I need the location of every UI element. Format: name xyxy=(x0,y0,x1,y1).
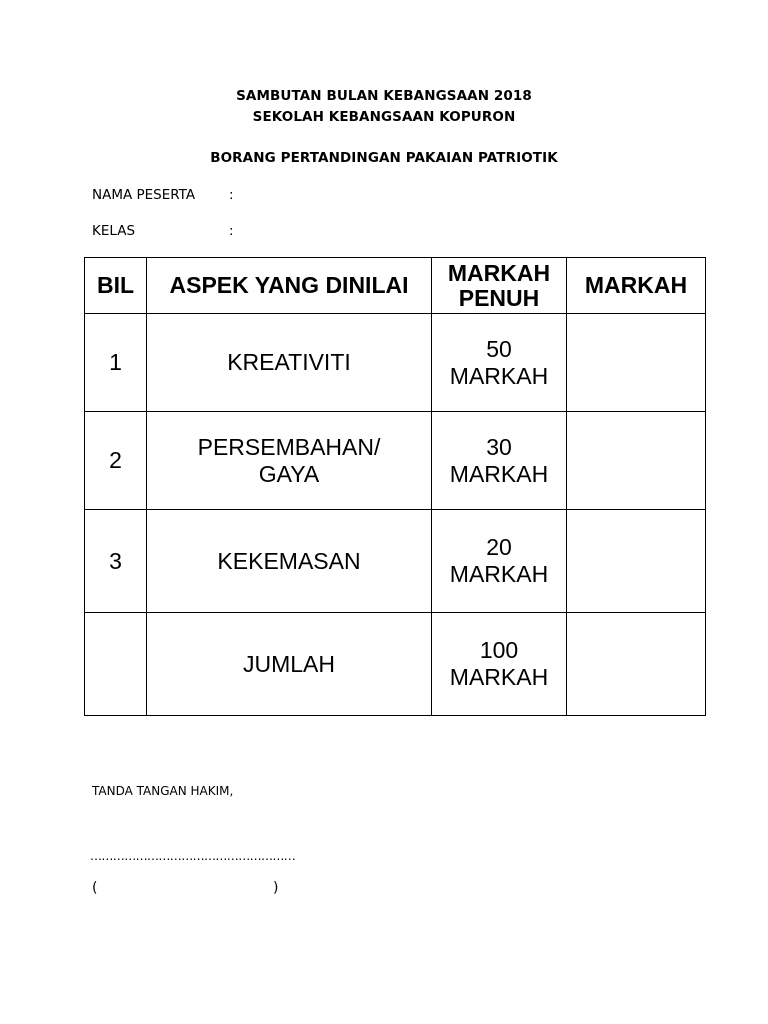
row-aspect xyxy=(147,314,432,412)
total-label: JUMLAH xyxy=(147,613,432,716)
row-full-unit: MARKAH xyxy=(449,362,549,389)
row-marks-cell[interactable] xyxy=(567,412,706,510)
table-row xyxy=(85,314,706,412)
judge-signature-label: TANDA TANGAN HAKIM, xyxy=(92,784,234,798)
row-marks-cell[interactable] xyxy=(567,314,706,412)
row-full-unit: MARKAH xyxy=(449,460,549,487)
row-aspect xyxy=(147,510,432,613)
name-paren-close: ) xyxy=(273,880,279,896)
row-bil: 3 xyxy=(85,510,147,613)
row-full-unit: MARKAH xyxy=(449,561,549,587)
table-row xyxy=(85,510,706,613)
row-full-marks xyxy=(432,314,567,412)
row-aspect-line1: KREATIVITI xyxy=(227,349,351,375)
row-full-value: 20 xyxy=(486,534,512,560)
row-full-marks xyxy=(432,510,567,613)
score-table xyxy=(84,257,706,716)
class-label: KELAS xyxy=(92,223,136,239)
header-full-marks-line1: MARKAH xyxy=(447,259,551,286)
school-name: SEKOLAH KEBANGSAAN KOPURON xyxy=(252,109,516,125)
class-colon: : xyxy=(229,223,234,239)
total-bil xyxy=(85,613,147,716)
header-marks: MARKAH xyxy=(567,258,706,314)
event-title: SAMBUTAN BULAN KEBANGSAAN 2018 xyxy=(236,88,532,104)
header-full-marks xyxy=(432,258,567,314)
header-aspect: ASPEK YANG DINILAI xyxy=(147,258,432,314)
total-full-value: 100 xyxy=(479,637,519,663)
row-aspect-line2: GAYA xyxy=(258,460,320,487)
row-aspect xyxy=(147,412,432,510)
table-row xyxy=(85,412,706,510)
total-full-unit: MARKAH xyxy=(449,664,549,690)
form-title: BORANG PERTANDINGAN PAKAIAN PATRIOTIK xyxy=(210,150,558,166)
participant-name-label: NAMA PESERTA xyxy=(92,187,196,203)
table-header-row xyxy=(85,258,706,314)
total-row xyxy=(85,613,706,716)
row-full-value: 30 xyxy=(486,433,512,460)
header-full-marks-line2: PENUH xyxy=(458,284,540,311)
participant-name-colon: : xyxy=(229,187,234,203)
row-full-marks xyxy=(432,412,567,510)
name-paren-open: ( xyxy=(92,880,98,896)
total-marks-cell[interactable] xyxy=(567,613,706,716)
row-full-value: 50 xyxy=(486,335,512,362)
total-full-marks xyxy=(432,613,567,716)
row-bil: 2 xyxy=(85,412,147,510)
signature-line[interactable]: ……………………………………………… xyxy=(90,849,296,863)
row-bil: 1 xyxy=(85,314,147,412)
row-aspect-line1: PERSEMBAHAN/ xyxy=(197,433,381,460)
row-aspect-line1: KEKEMASAN xyxy=(217,547,361,574)
header-bil: BIL xyxy=(85,258,147,314)
row-marks-cell[interactable] xyxy=(567,510,706,613)
